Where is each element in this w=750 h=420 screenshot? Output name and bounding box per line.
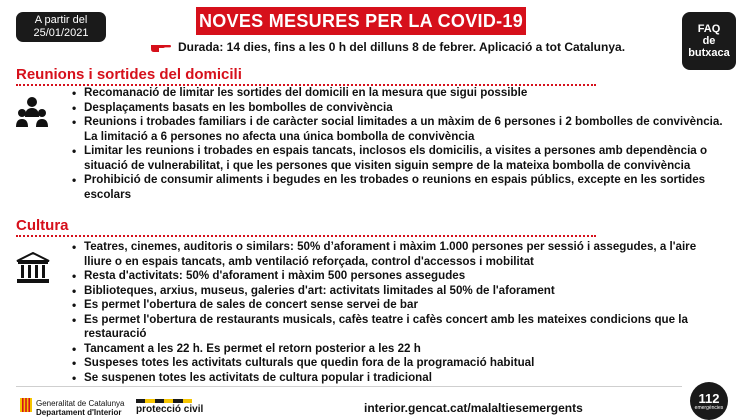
faq-line1: FAQ: [697, 23, 721, 35]
list-item: • Desplaçaments basats en les bombolles de convivència: [72, 101, 732, 116]
list-item: • Teatres, cinemes, auditoris o similars: 50% d’aforament i màxim 1.000 persones per sessió i assegudes, a l'aire lliure o en espais tancats, amb ventilació reforçada, control d'accessos i mobilitat: [72, 240, 712, 269]
date-badge-date: 25/01/2021: [33, 27, 89, 39]
list-item: • Se suspenen totes les activitats de cultura popular i tradicional: [72, 371, 712, 386]
gencat-line1: Generalitat de Catalunya: [36, 399, 125, 408]
emergency-112-badge: [690, 382, 728, 420]
date-badge: [16, 12, 106, 42]
list-item: • Biblioteques, arxius, museus, galeries d'art: activitats limitades al 50% de l'aforament: [72, 284, 712, 299]
list-item: • Prohibició de consumir aliments i begudes en les trobades o reunions en espais públics, excepte en les sortides escolars: [72, 173, 732, 202]
list-item: • Limitar les reunions i trobades en espais tancats, inclosos els domicilis, a visites a persones amb dependència o situació de vulnerabilitat, i que les persones que visiten siguin sempre de la mateixa bombolla de convivència: [72, 144, 732, 173]
footer-url-link[interactable]: interior.gencat.cat/malaltiesemergents: [364, 401, 583, 415]
cultura-list: [72, 240, 712, 385]
faq-line3: butxaca: [688, 47, 730, 59]
proteccio-civil-stripes-icon: [136, 399, 192, 403]
people-group-icon: [16, 95, 48, 131]
page-title: NOVES MESURES PER LA COVID-19: [196, 7, 526, 35]
duration-text: Durada: 14 dies, fins a les 0 h del dilluns 8 de febrer. Aplicació a tot Catalunya.: [178, 40, 626, 54]
date-badge-label: A partir del: [34, 14, 88, 26]
faq-line2: de: [702, 35, 716, 47]
gencat-line2: Departament d'Interior: [36, 408, 122, 417]
list-item: • Resta d'activitats: 50% d'aforament i màxim 500 persones assegudes: [72, 269, 712, 284]
gencat-flag-icon: [20, 398, 32, 412]
list-item: • Recomanació de limitar les sortides del domicili en la mesura que sigui possible: [72, 86, 732, 101]
list-item: • Reunions i trobades familiars i de caràcter social limitades a un màxim de 6 persones i 2 bombolles de convivència. La limitació a 6 persones no afecta una única bombolla de convivència: [72, 115, 732, 144]
proteccio-civil-text: protecció civil: [136, 404, 204, 415]
list-item: • Es permet l'obertura de sales de concert sense servei de bar: [72, 298, 712, 313]
emergency-number: 112: [698, 390, 720, 406]
museum-building-icon: [16, 252, 50, 284]
pointing-hand-icon: [150, 41, 172, 53]
duration-info: [150, 40, 625, 54]
emergency-label: emergències: [694, 404, 724, 411]
section-title-cultura: Cultura: [16, 217, 69, 234]
list-item: • Tancament a les 22 h. Es permet el retorn posterior a les 22 h: [72, 342, 712, 357]
section-title-reunions: Reunions i sortides del domicili: [16, 66, 242, 83]
footer-divider: [16, 386, 682, 387]
section-divider: [16, 235, 596, 237]
faq-badge[interactable]: [682, 12, 736, 70]
reunions-list: [72, 86, 732, 202]
proteccio-civil-logo: [136, 399, 203, 415]
gencat-logo-text: [36, 399, 125, 417]
list-item: • Suspeses totes les activitats culturals que quedin fora de la programació habitual: [72, 356, 712, 371]
list-item: • Es permet l'obertura de restaurants musicals, cafès teatre i cafès concert amb les mateixes condicions que la restauració: [72, 313, 712, 342]
